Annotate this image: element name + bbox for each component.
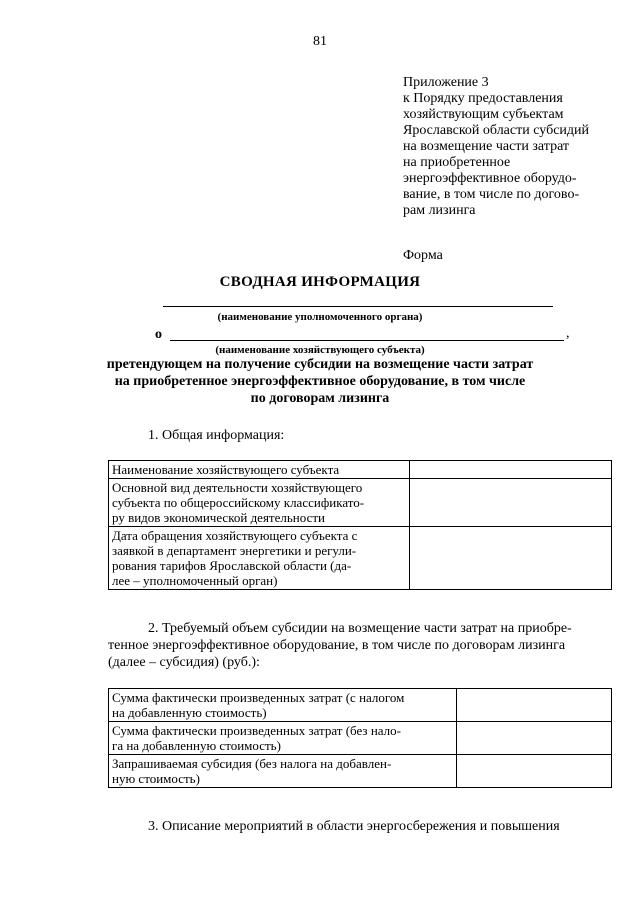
table-cell-label: Сумма фактически произведенных затрат (с налогом на добавленную стоимость) xyxy=(109,689,457,722)
authority-caption: (наименование уполномоченного органа) xyxy=(217,311,423,323)
table-row xyxy=(109,722,612,755)
table-row xyxy=(109,689,612,722)
document-title: СВОДНАЯ ИНФОРМАЦИЯ xyxy=(219,274,421,290)
table-cell-label: Наименование хозяйствующего субъекта xyxy=(109,461,410,479)
table-cell-label: Запрашиваемая субсидия (без налога на добавлен- ную стоимость) xyxy=(109,755,457,788)
claim-line: на приобретенное энергоэффективное оборудование, в том числе xyxy=(114,374,526,389)
section-2-paragraph: 2. Требуемый объем субсидии на возмещение части затрат на приобре- тенное энергоэффективное оборудование, в том числе по договорам лизинга (далее – субсидия) (руб.): xyxy=(108,621,572,670)
authority-blank-line xyxy=(163,306,553,307)
form-label: Форма xyxy=(403,248,443,263)
table-cell-value[interactable] xyxy=(457,722,612,755)
claim-line: по договорам лизинга xyxy=(250,391,390,406)
section-1-title: 1. Общая информация: xyxy=(148,428,285,443)
appendix-line: на приобретенное xyxy=(403,155,511,170)
entity-blank-line xyxy=(170,340,564,341)
table-row xyxy=(109,755,612,788)
claim-statement xyxy=(0,356,640,407)
table-row xyxy=(109,461,612,479)
appendix-line: к Порядку предоставления xyxy=(403,91,563,106)
appendix-line: хозяйствующим субъектам xyxy=(403,107,564,122)
o-letter: о xyxy=(155,327,162,342)
table-cell-value[interactable] xyxy=(457,689,612,722)
table-cell-value[interactable] xyxy=(410,527,612,590)
appendix-line: Приложение 3 xyxy=(403,75,489,90)
table-cell-value[interactable] xyxy=(410,461,612,479)
table-row xyxy=(109,479,612,527)
table-cell-label: Сумма фактически произведенных затрат (без нало- га на добавленную стоимость) xyxy=(109,722,457,755)
appendix-line: Ярославской области субсидий xyxy=(403,123,590,138)
appendix-line: на возмещение части затрат xyxy=(403,139,570,154)
table-cell-label: Основной вид деятельности хозяйствующего субъекта по общероссийскому классификато- ру видов экономической деятельности xyxy=(109,479,410,527)
appendix-line: энергоэффективное оборудо- xyxy=(403,171,577,186)
appendix-line: вание, в том числе по догово- xyxy=(403,187,580,202)
table-cell-value[interactable] xyxy=(457,755,612,788)
subsidy-amount-table xyxy=(108,688,612,788)
table-row xyxy=(109,527,612,590)
entity-caption: (наименование хозяйствующего субъекта) xyxy=(215,344,425,356)
section-3-paragraph: 3. Описание мероприятий в области энергосбережения и повышения xyxy=(148,819,560,834)
table-cell-value[interactable] xyxy=(410,479,612,527)
page-number: 81 xyxy=(313,34,327,49)
table-cell-label: Дата обращения хозяйствующего субъекта с заявкой в департамент энергетики и регули- рования тарифов Ярославской области (да- лее – уполномоченный орган) xyxy=(109,527,410,590)
claim-line: претендующем на получение субсидии на возмещение части затрат xyxy=(106,357,534,372)
appendix-line: рам лизинга xyxy=(403,203,476,218)
comma: , xyxy=(566,326,570,341)
appendix-header xyxy=(403,75,613,219)
general-info-table xyxy=(108,460,612,590)
